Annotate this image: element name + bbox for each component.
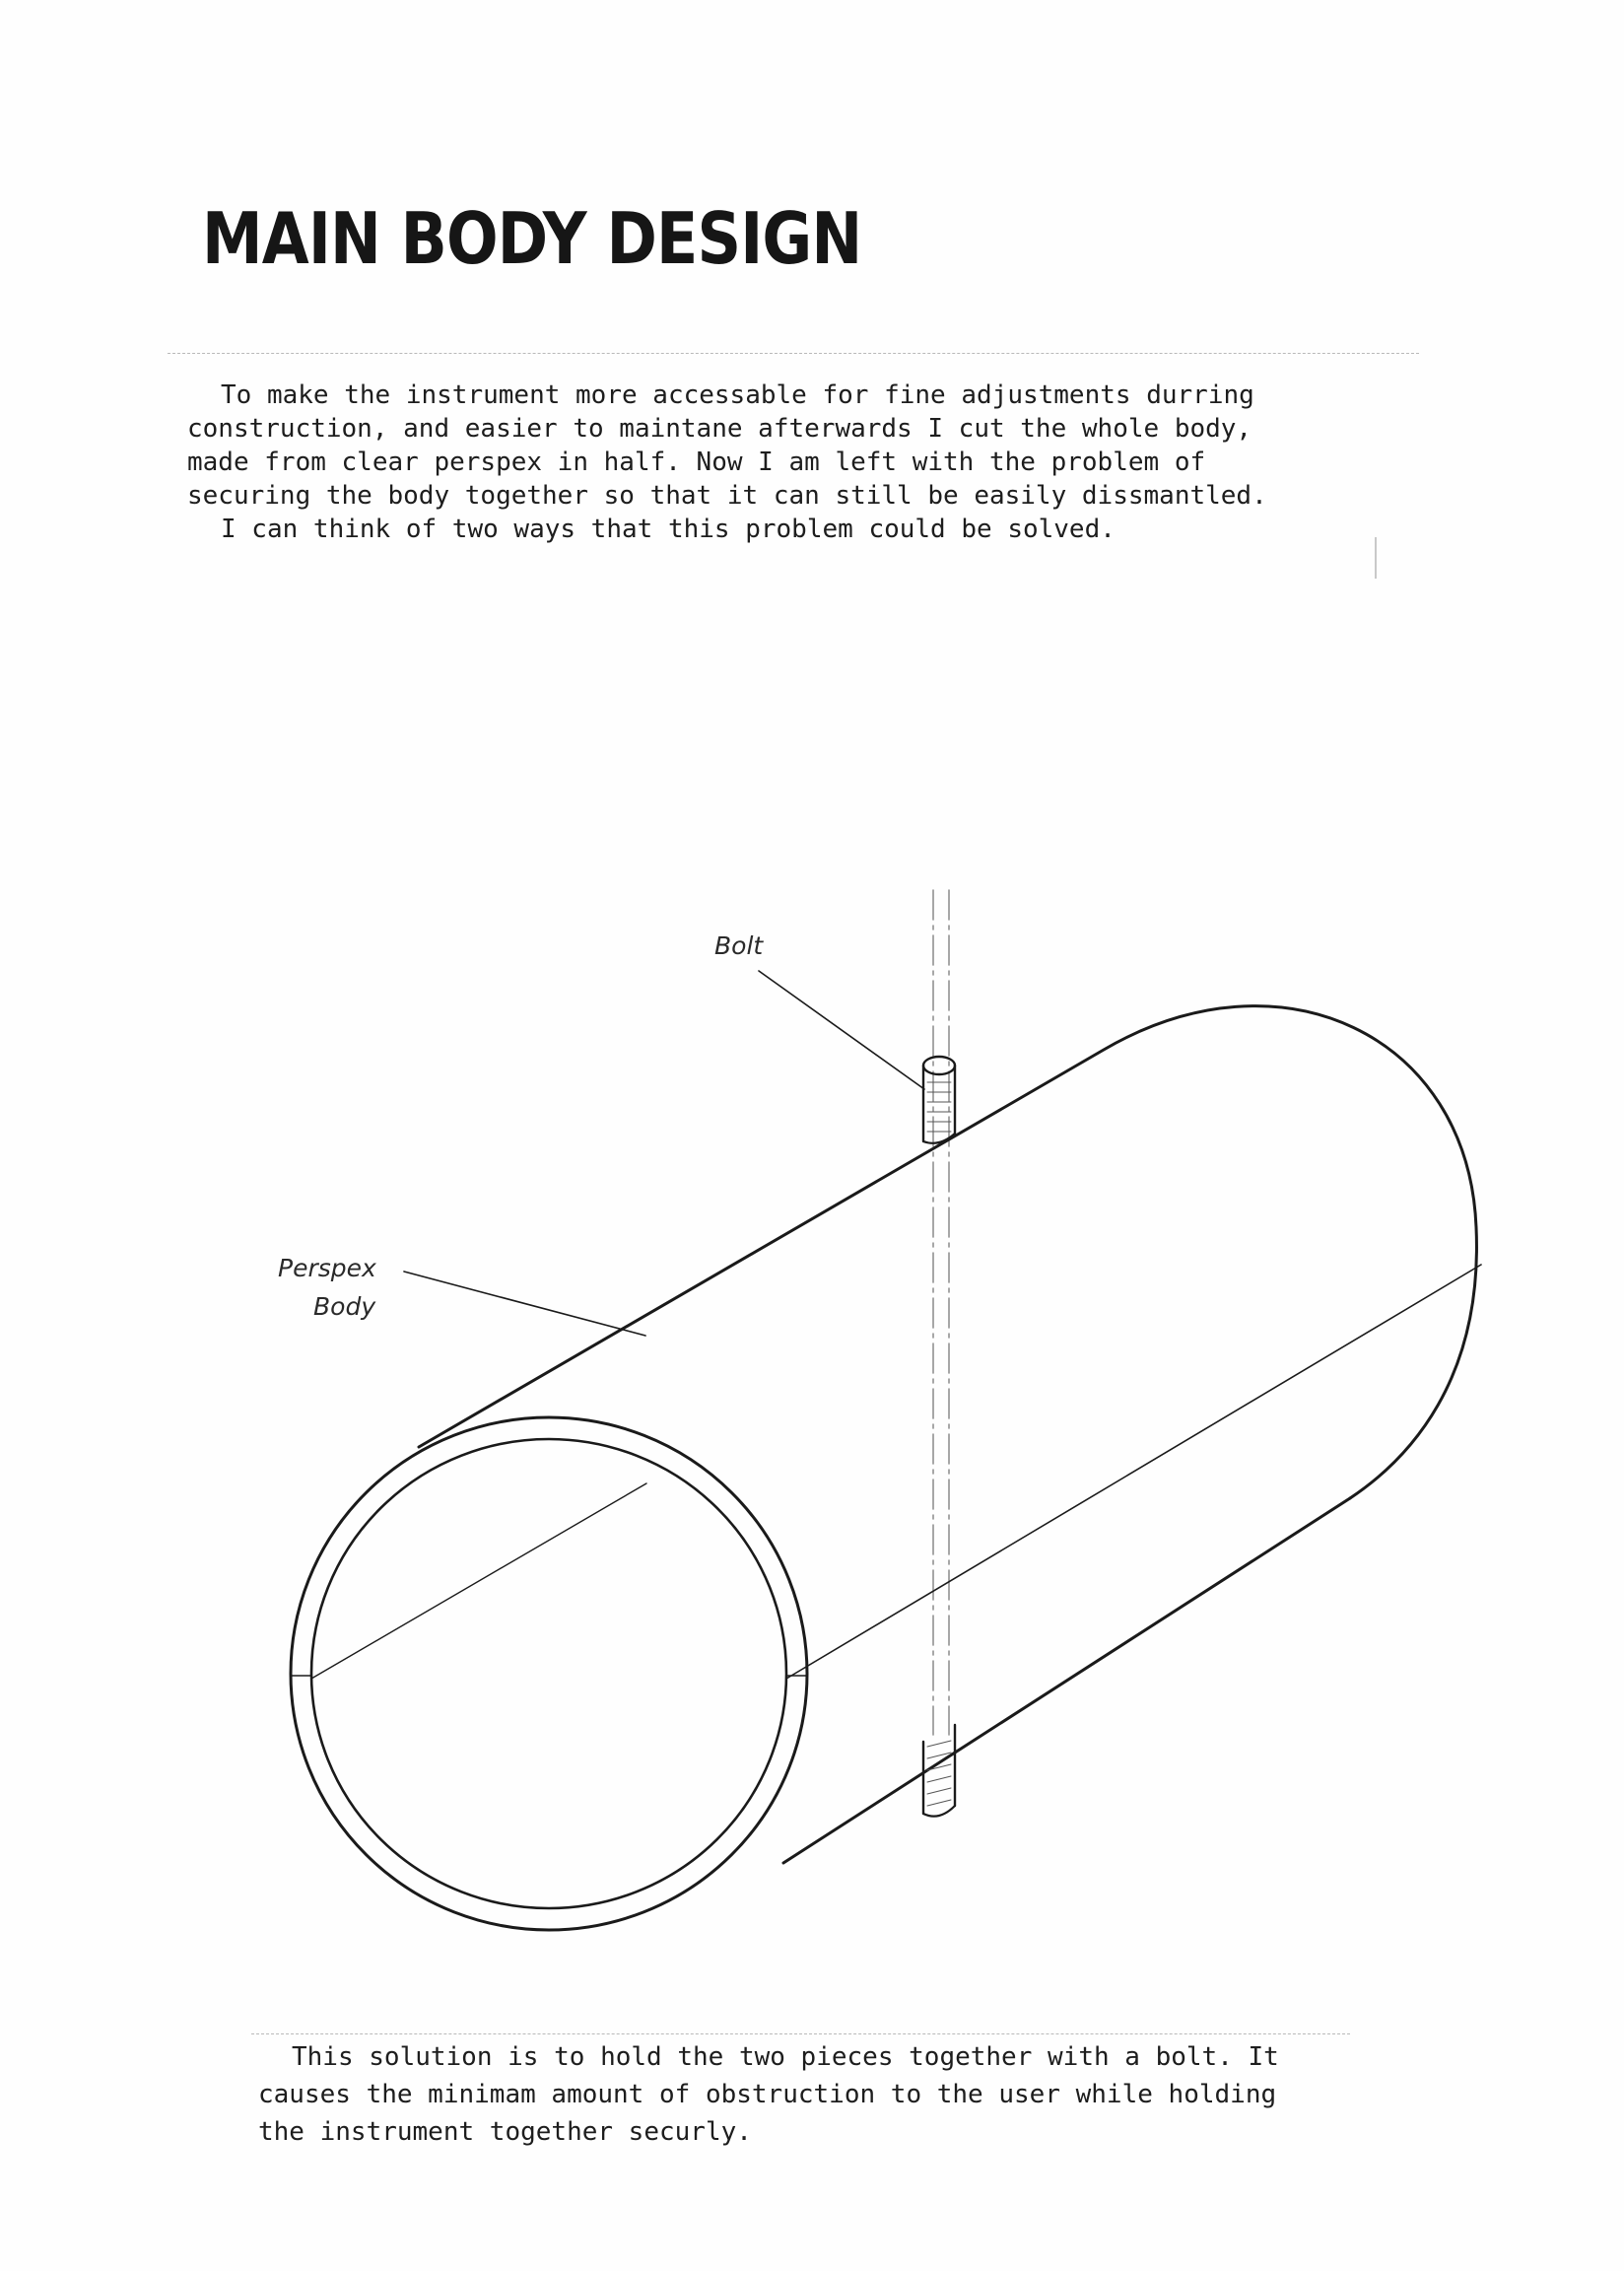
- tube-end-inner: [311, 1439, 786, 1908]
- solution-line: the instrument together securly.: [258, 2117, 752, 2147]
- intro-line: To make the instrument more accessable for fine adjustments durring: [221, 380, 1254, 410]
- body-label-line2: Body: [313, 1292, 376, 1321]
- split-line-inner: [311, 1483, 646, 1679]
- intro-line: construction, and easier to maintane afterwards I cut the whole body,: [187, 414, 1252, 444]
- split-line: [786, 1265, 1481, 1679]
- body-leader-line: [404, 1272, 645, 1336]
- solution-line: This solution is to hold the two pieces together with a bolt. It: [292, 2042, 1279, 2072]
- tube-bottom-outline: [783, 1498, 1350, 1863]
- solution-line: causes the minimam amount of obstruction to the user while holding: [258, 2080, 1277, 2109]
- solution-paragraph: [258, 2038, 1279, 2151]
- bolt-label: Bolt: [714, 931, 764, 960]
- intro-line: made from clear perspex in half. Now I am left with the problem of: [187, 447, 1206, 477]
- intro-line: securing the body together so that it can still be easily dissmantled.: [187, 481, 1267, 511]
- tube-end-outer: [291, 1417, 807, 1930]
- page-title: MAIN BODY DESIGN: [202, 197, 862, 280]
- body-label-line1: Perspex: [278, 1254, 376, 1282]
- bolt-top: [923, 1057, 955, 1143]
- divider-bottom: [251, 2033, 1350, 2034]
- intro-line: I can think of two ways that this problem could be solved.: [221, 515, 1116, 544]
- tube-top-outline: [419, 1006, 1476, 1498]
- bolt-leader-line: [759, 971, 924, 1089]
